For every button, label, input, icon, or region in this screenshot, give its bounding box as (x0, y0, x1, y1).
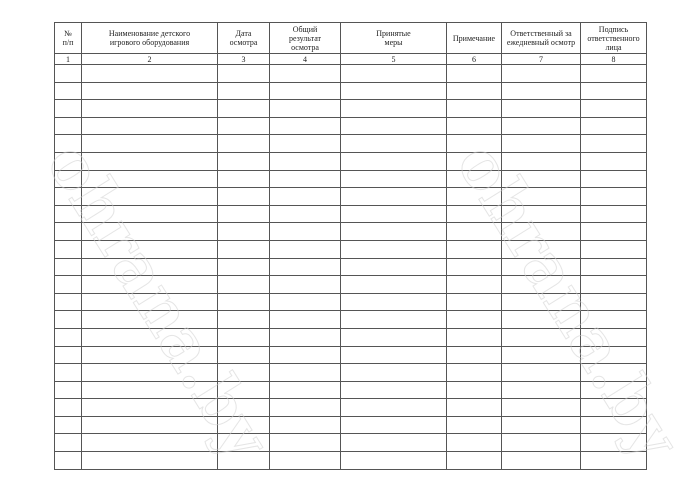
column-header-equipment-name: Наименование детского игрового оборудования (82, 23, 218, 54)
table-cell (55, 100, 82, 118)
table-cell (218, 293, 270, 311)
table-row (55, 399, 647, 417)
table-cell (502, 434, 581, 452)
table-cell (82, 399, 218, 417)
column-header-signature: Подпись ответственного лица (581, 23, 647, 54)
table-cell (502, 188, 581, 206)
table-cell (82, 152, 218, 170)
table-row (55, 293, 647, 311)
table-cell (581, 170, 647, 188)
table-row (55, 117, 647, 135)
column-header-note: Примечание (447, 23, 502, 54)
table-cell (270, 152, 341, 170)
table-cell (341, 346, 447, 364)
watermark: ohrana.by (31, 130, 284, 473)
table-cell (218, 170, 270, 188)
column-header-number: № п/п (55, 23, 82, 54)
table-cell (55, 205, 82, 223)
table-cell (270, 452, 341, 470)
watermark: ohrana.by (441, 130, 694, 473)
table-cell (502, 293, 581, 311)
table-cell (502, 328, 581, 346)
table-cell (55, 258, 82, 276)
table-cell (55, 240, 82, 258)
table-cell (341, 65, 447, 83)
table-cell (341, 452, 447, 470)
table-cell (218, 416, 270, 434)
column-number: 3 (218, 54, 270, 65)
table-cell (55, 434, 82, 452)
table-cell (341, 188, 447, 206)
table-row (55, 364, 647, 382)
table-cell (502, 311, 581, 329)
table-cell (581, 240, 647, 258)
table-cell (581, 328, 647, 346)
table-cell (341, 416, 447, 434)
table-cell (447, 346, 502, 364)
table-cell (55, 170, 82, 188)
table-cell (218, 434, 270, 452)
table-cell (270, 434, 341, 452)
table-cell (55, 223, 82, 241)
table-cell (502, 65, 581, 83)
table-cell (82, 240, 218, 258)
table-cell (341, 293, 447, 311)
table-row (55, 205, 647, 223)
table-cell (502, 399, 581, 417)
table-cell (341, 434, 447, 452)
table-cell (581, 434, 647, 452)
table-cell (447, 205, 502, 223)
table-cell (581, 205, 647, 223)
table-cell (447, 100, 502, 118)
table-row (55, 82, 647, 100)
table-cell (502, 82, 581, 100)
table-cell (55, 311, 82, 329)
table-cell (270, 328, 341, 346)
table-cell (82, 100, 218, 118)
table-cell (270, 205, 341, 223)
table-cell (341, 240, 447, 258)
table-cell (447, 276, 502, 294)
column-number: 6 (447, 54, 502, 65)
table-cell (218, 188, 270, 206)
table-cell (270, 188, 341, 206)
table-cell (447, 452, 502, 470)
table-cell (55, 452, 82, 470)
table-row (55, 328, 647, 346)
table-cell (502, 416, 581, 434)
table-cell (270, 170, 341, 188)
table-row (55, 452, 647, 470)
table-cell (270, 65, 341, 83)
column-header-measures-taken: Принятые меры (341, 23, 447, 54)
table-cell (270, 100, 341, 118)
table-cell (270, 416, 341, 434)
table-cell (270, 364, 341, 382)
table-row (55, 135, 647, 153)
table-cell (502, 100, 581, 118)
table-row (55, 240, 647, 258)
table-row (55, 170, 647, 188)
table-cell (270, 82, 341, 100)
table-cell (82, 170, 218, 188)
table-cell (55, 117, 82, 135)
table-cell (55, 188, 82, 206)
table-cell (341, 82, 447, 100)
table-cell (82, 311, 218, 329)
column-number: 7 (502, 54, 581, 65)
table-cell (502, 223, 581, 241)
table-cell (218, 117, 270, 135)
table-cell (447, 170, 502, 188)
column-number: 1 (55, 54, 82, 65)
table-cell (82, 346, 218, 364)
table-row (55, 188, 647, 206)
table-cell (581, 346, 647, 364)
table-cell (581, 135, 647, 153)
table-cell (447, 381, 502, 399)
table-cell (341, 399, 447, 417)
table-row (55, 346, 647, 364)
table-row (55, 65, 647, 83)
table-cell (581, 293, 647, 311)
table-cell (55, 364, 82, 382)
table-cell (55, 416, 82, 434)
table-cell (270, 223, 341, 241)
table-cell (218, 100, 270, 118)
table-cell (447, 328, 502, 346)
table-cell (447, 293, 502, 311)
table-cell (82, 381, 218, 399)
table-cell (55, 276, 82, 294)
table-cell (82, 434, 218, 452)
table-cell (82, 135, 218, 153)
table-cell (447, 311, 502, 329)
table-cell (82, 65, 218, 83)
table-cell (218, 258, 270, 276)
table-cell (341, 152, 447, 170)
table-cell (581, 82, 647, 100)
table-body (55, 65, 647, 470)
column-number: 5 (341, 54, 447, 65)
table-cell (581, 188, 647, 206)
table-cell (341, 311, 447, 329)
table-row (55, 276, 647, 294)
table-cell (447, 152, 502, 170)
table-cell (82, 293, 218, 311)
table-cell (55, 346, 82, 364)
table-cell (55, 135, 82, 153)
table-cell (502, 152, 581, 170)
table-cell (82, 452, 218, 470)
table-cell (341, 205, 447, 223)
table-cell (581, 223, 647, 241)
table-cell (270, 240, 341, 258)
table-cell (270, 399, 341, 417)
table-cell (218, 311, 270, 329)
table-cell (502, 240, 581, 258)
table-cell (341, 117, 447, 135)
table-row (55, 416, 647, 434)
column-number: 2 (82, 54, 218, 65)
table-cell (82, 117, 218, 135)
table-cell (581, 152, 647, 170)
table-cell (55, 152, 82, 170)
table-cell (218, 152, 270, 170)
table-row (55, 434, 647, 452)
table-cell (447, 364, 502, 382)
table-cell (341, 258, 447, 276)
table-cell (270, 135, 341, 153)
column-number: 4 (270, 54, 341, 65)
table-cell (447, 434, 502, 452)
table-cell (447, 240, 502, 258)
table-cell (581, 364, 647, 382)
table-cell (55, 399, 82, 417)
table-cell (218, 452, 270, 470)
table-cell (82, 223, 218, 241)
table-cell (581, 65, 647, 83)
table-cell (341, 381, 447, 399)
table-cell (82, 276, 218, 294)
table-cell (218, 276, 270, 294)
table-cell (502, 135, 581, 153)
table-row (55, 258, 647, 276)
table-cell (270, 311, 341, 329)
table-row (55, 311, 647, 329)
table-row (55, 152, 647, 170)
column-number-row (55, 54, 647, 65)
table-cell (82, 205, 218, 223)
column-header-responsible-person: Ответственный за ежедневный осмотр (502, 23, 581, 54)
table-cell (82, 364, 218, 382)
column-header-inspection-date: Дата осмотра (218, 23, 270, 54)
inspection-log-table (54, 22, 647, 470)
table-cell (341, 276, 447, 294)
header-row (55, 23, 647, 54)
table-cell (502, 452, 581, 470)
table-row (55, 100, 647, 118)
table-cell (82, 188, 218, 206)
table-cell (218, 82, 270, 100)
table-cell (55, 328, 82, 346)
table-cell (502, 364, 581, 382)
table-cell (55, 82, 82, 100)
table-cell (55, 293, 82, 311)
table-cell (218, 364, 270, 382)
table-cell (447, 117, 502, 135)
table-cell (270, 381, 341, 399)
column-header-overall-result: Общий результат осмотра (270, 23, 341, 54)
table-cell (218, 65, 270, 83)
table-cell (218, 240, 270, 258)
table-cell (581, 100, 647, 118)
table-cell (502, 205, 581, 223)
table-cell (502, 258, 581, 276)
table-cell (341, 170, 447, 188)
table-cell (218, 346, 270, 364)
table-cell (341, 135, 447, 153)
table-row (55, 223, 647, 241)
table-cell (218, 381, 270, 399)
table-cell (270, 117, 341, 135)
table-cell (270, 293, 341, 311)
table-cell (447, 65, 502, 83)
table-cell (581, 416, 647, 434)
table-cell (341, 328, 447, 346)
table-cell (341, 100, 447, 118)
table-cell (218, 328, 270, 346)
table-cell (82, 82, 218, 100)
table-cell (447, 135, 502, 153)
column-number: 8 (581, 54, 647, 65)
table-cell (581, 276, 647, 294)
table-cell (218, 205, 270, 223)
table-cell (341, 364, 447, 382)
table-cell (502, 170, 581, 188)
table-cell (270, 276, 341, 294)
table-cell (55, 381, 82, 399)
table-cell (581, 381, 647, 399)
table-cell (341, 223, 447, 241)
table-cell (581, 399, 647, 417)
table-cell (447, 188, 502, 206)
table-cell (581, 258, 647, 276)
table-cell (581, 117, 647, 135)
table-cell (447, 399, 502, 417)
table-cell (581, 311, 647, 329)
table-cell (447, 416, 502, 434)
table-cell (82, 258, 218, 276)
table-cell (581, 452, 647, 470)
table-cell (55, 65, 82, 83)
table-cell (218, 223, 270, 241)
table-row (55, 381, 647, 399)
table-cell (270, 346, 341, 364)
table-cell (270, 258, 341, 276)
table-cell (502, 346, 581, 364)
table-cell (218, 135, 270, 153)
table-cell (447, 223, 502, 241)
table-cell (447, 258, 502, 276)
table-cell (218, 399, 270, 417)
table-cell (82, 328, 218, 346)
table-cell (82, 416, 218, 434)
table-cell (447, 82, 502, 100)
table-cell (502, 117, 581, 135)
table-cell (502, 381, 581, 399)
table-cell (502, 276, 581, 294)
